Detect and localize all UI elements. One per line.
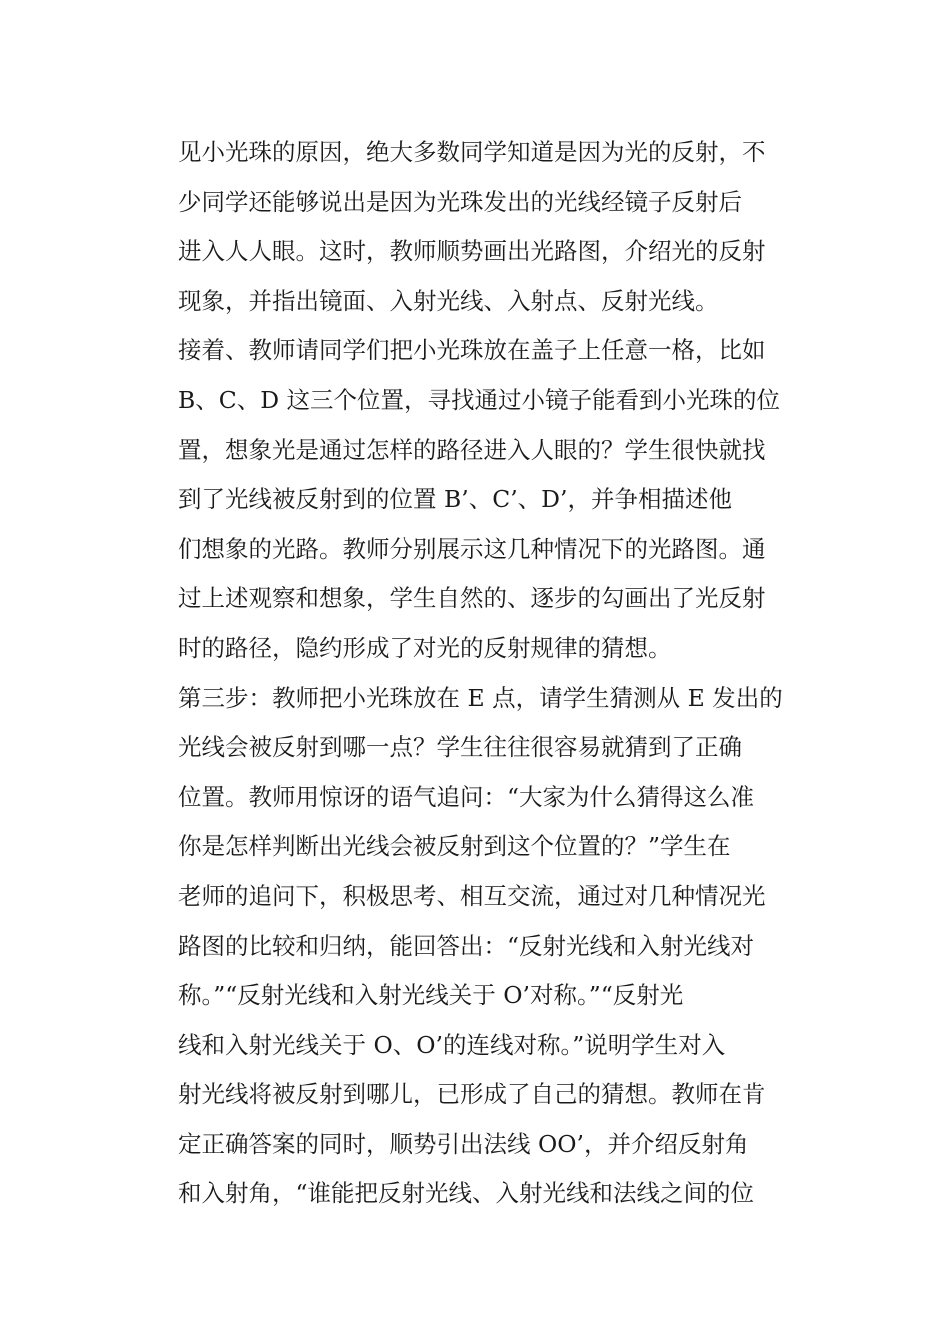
text-line: 少同学还能够说出是因为光珠发出的光线经镜子反射后 [178,187,742,216]
text-line: 路图的比较和归纳，能回答出：“反射光线和入射光线对 [178,931,755,960]
text-line: 称。”“反射光线和入射光线关于 O’对称。”“反射光 [178,981,684,1010]
text-line: 光线会被反射到哪一点？学生往往很容易就猜到了正确 [178,733,742,762]
body-text [178,128,818,1219]
text-line: 老师的追问下，积极思考、相互交流，通过对几种情况光 [178,881,766,910]
text-line: 到了光线被反射到的位置 B’、C’、D’，并争相描述他 [178,485,732,514]
text-line: 定正确答案的同时，顺势引出法线 OO’，并介绍反射角 [178,1129,749,1158]
text-line: 时的路径，隐约形成了对光的反射规律的猜想。 [178,633,672,662]
text-line: 射光线将被反射到哪儿，已形成了自己的猜想。教师在肯 [178,1080,766,1109]
text-line: 过上述观察和想象，学生自然的、逐步的勾画出了光反射 [178,584,766,613]
text-line: 接着、教师请同学们把小光珠放在盖子上任意一格，比如 [178,336,766,365]
text-line: 置，想象光是通过怎样的路径进入人眼的？学生很快就找 [178,435,766,464]
text-line: 们想象的光路。教师分别展示这几种情况下的光路图。通 [178,534,766,563]
text-line: 进入人人眼。这时，教师顺势画出光路图，介绍光的反射 [178,237,766,266]
text-line: 和入射角，“谁能把反射光线、入射光线和法线之间的位 [178,1179,755,1208]
text-line: B、C、D 这三个位置，寻找通过小镜子能看到小光珠的位 [178,385,781,414]
text-line: 现象，并指出镜面、入射光线、入射点、反射光线。 [178,286,719,315]
text-line: 你是怎样判断出光线会被反射到这个位置的？”学生在 [178,832,731,861]
text-line: 第三步：教师把小光珠放在 E 点，请学生猜测从 E 发出的 [178,683,783,712]
text-line: 见小光珠的原因，绝大多数同学知道是因为光的反射，不 [178,138,766,166]
text-line: 线和入射光线关于 O、O’的连线对称。”说明学生对入 [178,1030,726,1059]
text-line: 位置。教师用惊讶的语气追问：“大家为什么猜得这么准 [178,782,755,811]
